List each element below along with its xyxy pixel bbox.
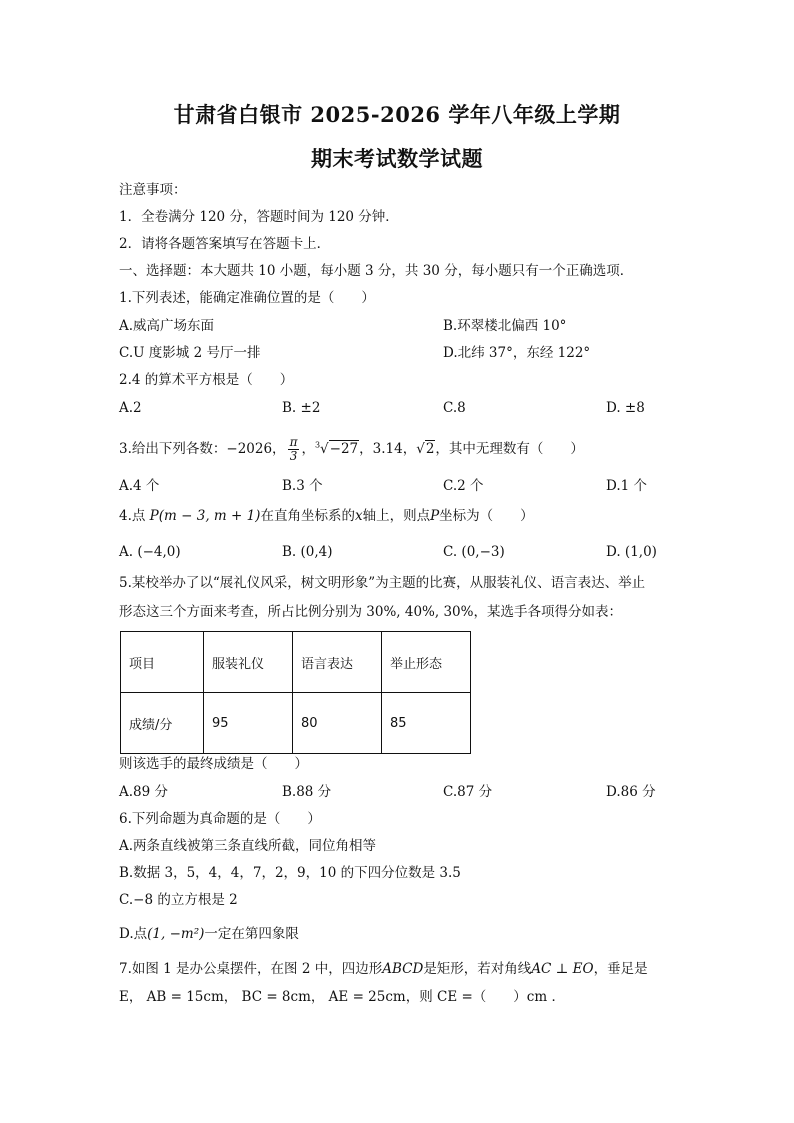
table-cell: 85 [382,693,471,754]
q4-part-d: 坐标为（ ） [439,508,534,524]
q3-prefix: 3.给出下列各数： [119,441,227,457]
cube-root-radicand: −27 [329,441,359,457]
q4-part-b: 在直角坐标系的 [260,508,355,524]
table-cell: 80 [293,693,382,754]
q4-part-c: 轴上，则点 [362,508,431,524]
q6-d-suffix: 一定在第四象限 [204,926,299,942]
q5-line-1: 5.某校举办了以“展礼仪风采，树文明形象”为主题的比赛，从服装礼仪、语言表达、举止 [119,575,646,591]
notes-heading: 注意事项： [119,182,187,198]
q4-option-b: B. (0,4) [282,544,333,560]
q3-number-4: ，3.14， [359,441,417,457]
pi-over-3-fraction [288,436,300,463]
q4-stem [119,507,534,525]
q6-d-point: (1, −m²) [147,926,205,942]
q2-option-b: B. ±2 [282,400,321,416]
q4-part-a: 4.点 [119,508,150,524]
note-2: 2．请将各题答案填写在答题卡上． [119,236,331,252]
note-1: 1．全卷满分 120 分，答题时间为 120 分钟． [119,209,399,225]
q5-option-c: C.87 分 [443,784,493,800]
table-row [121,632,471,693]
point-p-coordinates: (m − 3, m + 1) [158,508,261,524]
q5-option-a: A.89 分 [119,784,169,800]
table-header-cell: 项目 [121,632,204,693]
q3-option-b: B.3 个 [282,478,323,494]
table-header-cell: 举止形态 [382,632,471,693]
q5-line-2: 形态这三个方面来考查，所占比例分别为 30%, 40%, 30%，某选手各项得分如表： [119,604,622,620]
q6-stem: 6.下列命题为真命题的是（ ） [119,811,321,827]
exam-title: 甘肃省白银市 2025-2026 学年八年级上学期 [173,102,621,127]
fraction-denominator: 3 [289,449,298,463]
square-root-radicand: 2 [425,441,435,457]
q3-option-c: C.2 个 [443,478,484,494]
q5-option-d: D.86 分 [606,784,656,800]
q1-option-b: B.环翠楼北偏西 10° [443,318,567,334]
section-heading: 一、选择题：本大题共 10 小题，每小题 3 分，共 30 分，每小题只有一个正确选项． [119,263,634,279]
q1-option-c: C.U 度影城 2 号厅一排 [119,345,261,361]
q6-option-d [119,925,299,943]
q3-number-1: −2026， [226,441,286,457]
fraction-numerator: π [289,435,298,449]
table-cell: 95 [204,693,293,754]
q7-line-2: E， AB = 15cm， BC = 8cm， AE = 25cm，则 CE =（ ）cm ． [119,989,565,1005]
q3-stem: 3.给出下列各数：−2026， $\frac{\pi}{3}$ ，$^3$√−27，3.14，√2，其中无理数有（ ） [119,435,584,463]
q7-line-1 [119,960,648,978]
q6-option-a: A.两条直线被第三条直线所截，同位角相等 [119,838,377,854]
q4-option-d: D. (1,0) [606,544,657,560]
point-p-label: P [149,508,159,524]
q2-option-a: A.2 [119,400,142,416]
q1-stem: 1.下列表述，能确定准确位置的是（ ） [119,290,375,306]
q2-option-d: D. ±8 [606,400,645,416]
q3-option-a: A.4 个 [119,478,160,494]
table-header-cell: 服装礼仪 [204,632,293,693]
point-p-label-2: P [430,508,440,524]
square-root: √2 [416,441,435,457]
q4-option-a: A. (−4,0) [119,544,181,560]
cube-root: $^3$√−27 [314,440,359,457]
q7-perpendicular: AC ⊥ EO [531,961,594,977]
q5-option-b: B.88 分 [282,784,332,800]
exam-subtitle: 期末考试数学试题 [311,146,483,171]
score-table [120,631,471,754]
q7-part-a: 7.如图 1 是办公桌摆件，在图 2 中，四边形 [119,961,383,977]
table-cell: 成绩/分 [121,693,204,754]
x-axis-symbol: x [354,508,363,524]
q4-option-c: C. (0,−3) [443,544,505,560]
q7-rectangle-name: ABCD [382,961,424,977]
q6-option-b: B.数据 3，5，4，4，7，2，9，10 的下四分位数是 3.5 [119,865,461,881]
q2-option-c: C.8 [443,400,466,416]
q3-suffix: ，其中无理数有（ ） [435,441,584,457]
q2-stem: 2.4 的算术平方根是（ ） [119,372,294,388]
q7-part-b: 是矩形，若对角线 [423,961,532,977]
table-header-cell: 语言表达 [293,632,382,693]
q7-part-c: ，垂足是 [593,961,648,977]
table-row [121,693,471,754]
q3-option-d: D.1 个 [606,478,648,494]
q1-option-d: D.北纬 37°，东经 122° [443,345,591,361]
q5-question: 则该选手的最终成绩是（ ） [119,756,308,772]
q6-d-prefix: D.点 [119,926,148,942]
q1-option-a: A.威高广场东面 [119,318,215,334]
q6-option-c: C.−8 的立方根是 2 [119,892,238,908]
